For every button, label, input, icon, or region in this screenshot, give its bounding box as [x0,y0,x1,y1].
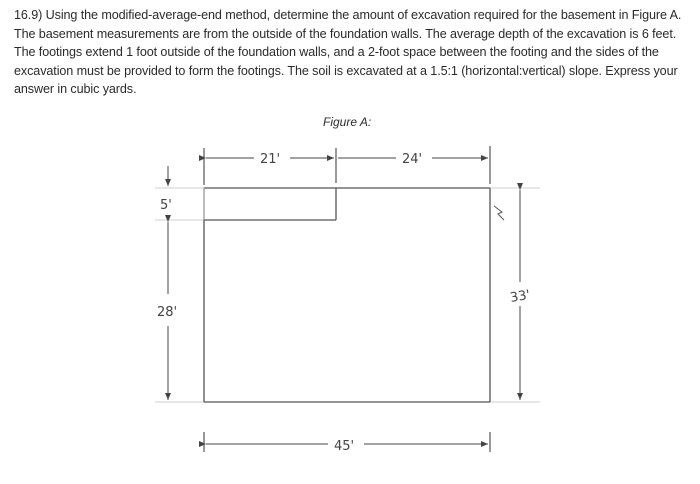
dim-label-24: 24' [402,152,423,167]
dim-label-28: 28' [157,305,178,320]
dim-label-21: 21' [260,152,281,167]
dim-label-5: 5' [160,198,172,213]
figure-caption: Figure A: [323,115,372,129]
top-dimension-ticks [204,146,490,452]
basement-outline [204,188,490,402]
dim-label-33: 33' [508,287,532,306]
dim-label-45: 45' [334,439,355,454]
problem-number: 16.9) [14,8,43,22]
pointer-mark-icon [494,206,504,220]
problem-text: Using the modified-average-end method, determine the amount of excavation required for the basement in Figure A. The basement measurements are from the outside of the foundation walls. The average depth of the excavation is 6 feet. The footings extend 1 foot outside of the foundation walls, and a 2-foot space between the footing and the sides of the excavation must be provided to form the footings. The soil is excavated at a 1.5:1 (horizontal:vertical) slope. Express your answer in cubic yards. [14,8,682,97]
